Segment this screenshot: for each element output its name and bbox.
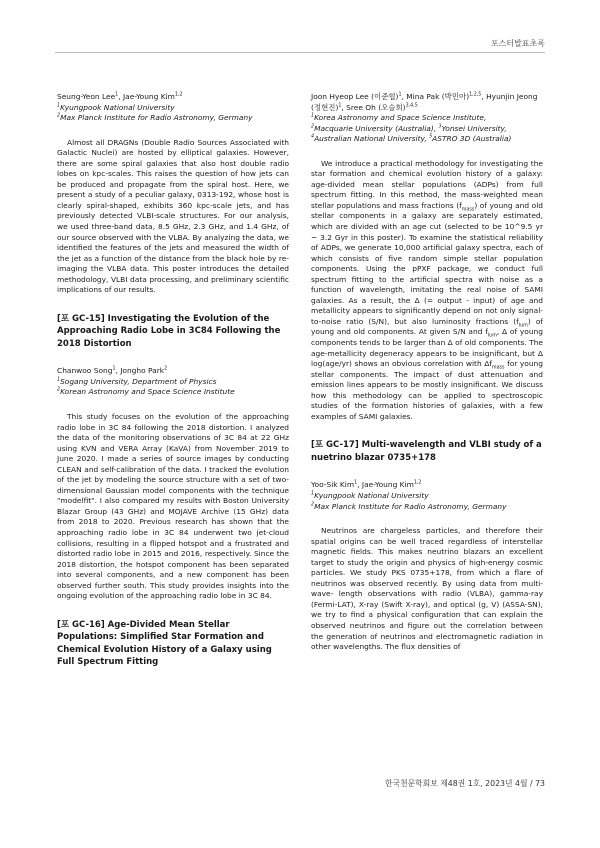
abstract-text: We introduce a practical methodology for investigating the star formation and chemical evolution history of a galaxy: age-divided mean stellar populations (ADPs) from full spectrum fitting. In this method, the mass-weighted mean stellar populations and mass fractions $(f_{mass})$ of young and old stellar components in a galaxy are separately estimated, which are divided with an age cut (selected to be 10^9.5 yr ~ 3.2 Gyr in this poster). To examine the statistical reliability of ADPs, we generate 10,000 artificial galaxy spectra, each of which consists of five random simple stellar population components. Using the pPXF package, we conduct full spectrum fitting to the artificial spectra with noise as a function of wavelength, imitating the real noise of SAMI galaxies. As a result, the Δ (= output - input) of age and metallicity appears to significantly depend on not only signal-to-noise ratio (S/N), but also luminosity fractions $(f_{lum})$ of young and old components. At given S/N and $f_{lum}$, Δ of young components tends to be larger than Δ of old components. The age-metallicity degeneracy appears to be insignificant, but Δ log(age/yr) shows an obvious correlation with $\Delta f_{mass}$ for young stellar components. The impact of dust attenuation and emission lines appears to be mostly insignificant. We discuss how this methodology can be applied to spectroscopic studies of the formation histories of galaxies, with a few examples of SAMI galaxies. bbox=[311, 158, 543, 421]
abstract-block-gc15 bbox=[57, 313, 289, 602]
affiliation: $^2$Max Planck Institute for Radio Astronomy, Germany bbox=[311, 501, 507, 511]
section-title: [포 GC-15] Investigating the Evolution of the Approaching Radio Lobe in 3C84 Following the 2018 Distortion bbox=[57, 313, 281, 349]
abstract-text: Neutrinos are chargeless particles, and therefore their spatial origins can be well traced regardless of interstellar magnetic fields. This makes neutrino blazars an excellent target to study the origin and physics of high-energy cosmic particles. We study PKS 0735+178, from which a flare of neutrinos was observed recently. By using data from multi-wave- length observations with radio (VLBA), gamma-ray (Fermi-LAT), X-ray (Swift X-ray), and optical (g, V) (ASSA-SN), we try to find a physical configuration that can explain the observed neutrinos and figure out the correlation between the generation of neutrinos and electromagnetic radiation in other wavelengths. The flux densities of bbox=[311, 526, 543, 652]
header-rule bbox=[55, 52, 545, 53]
section-title: [포 GC-16] Age-Divided Mean Stellar Populations: Simplified Star Formation and Chemical Evolution History of a Galaxy using Full Spectrum Fitting bbox=[57, 619, 272, 668]
abstract-text: Almost all DRAGNs (Double Radio Sources Associated with Galactic Nuclei) are hosted by elliptical galaxies. However, there are some spiral galaxies that also host double radio lobes on kpc-scales. This raises the question of how jets can be produced and propagate from the spiral host. Here, we present a study of a peculiar galaxy, 0313-192, whose host is clearly spiral-shaped, exhibits 360 kpc-scale jets, and has previously detected VLBI-scale structures. For our analysis, we used three-band data, 8.5 GHz, 2.3 GHz, and 1.4 GHz, of our source observed with the VLBA. By analyzing the data, we identified the features of the jets and measured the width of the jet as a function of the distance from the black hole by re-imaging the VLBA data. This poster introduces the detailed methodology, VLBI data processing, and preliminary scientific implications of our results. bbox=[57, 137, 289, 295]
page-footer: 한국천문학회보 제48권 1호, 2023년 4월 / 73 bbox=[385, 779, 545, 788]
section-header: 포스터발표초록 bbox=[490, 39, 545, 48]
affiliation: $^2$Korean Astronomy and Space Science Institute bbox=[57, 387, 235, 397]
abstract-block-gc17 bbox=[311, 439, 543, 652]
abstract-block-gc16 bbox=[57, 619, 289, 669]
section-title: [포 GC-17] Multi-wavelength and VLBI study of a nuetrino blazar 0735+178 bbox=[311, 440, 542, 463]
affiliation: $^1$Sogang University, Department of Physics bbox=[57, 376, 217, 386]
authors: Seung-Yeon Lee$^1$, Jae-Young Kim$^{1,2}$ bbox=[57, 92, 183, 101]
abstract-text: This study focuses on the evolution of the approaching radio lobe in 3C 84 following the 2018 distortion. I analyzed the data of the monitoring observations of 3C 84 at 22 GHz using KVN and VERA Array (KaVA) from November 2019 to June 2020. I made a series of source images by conducting CLEAN and self-calibration of the data. I tracked the evolution of the jet by modeling the source structure with a set of two-dimensional Gaussian model components with the technique "modelfit". I also compared my results with Boston University Blazar Group (43 GHz) and MOJAVE Archive (15 GHz) data from 2018 to 2020. Previous research has shown that the approaching radio lobe in 3C 84 underwent two jet-cloud collisions, resulting in a flipped hotspot and a frustrated and distorted radio lobe in 2015 and 2016, respectively. Since the 2018 distortion, the hotspot component has been separated into several components, and a new component has been observed further south. This study provides insights into the ongoing evolution of the approaching radio lobe in 3C 84. bbox=[57, 411, 289, 601]
abstract-block-1 bbox=[57, 92, 289, 296]
affiliation: $^1$Korea Astronomy and Space Science Institute, bbox=[311, 113, 487, 123]
authors: Chanwoo Song$^1$, Jongho Park$^2$ bbox=[57, 366, 168, 376]
affiliation: $^4$Australian National University, $^5$ASTRO 3D (Australia) bbox=[311, 134, 512, 144]
authors: Yoo-Sik Kim$^1$, Jae-Young Kim$^{1,2}$ bbox=[311, 480, 422, 490]
right-column bbox=[311, 92, 543, 653]
left-column bbox=[57, 92, 289, 685]
affiliation: $^1$Kyungpook National University bbox=[57, 102, 175, 112]
abstract-block-gc16-body bbox=[311, 92, 543, 422]
affiliation: $^2$Macquarie University (Australia), $^3$Yonsei University, bbox=[311, 123, 507, 133]
authors: Joon Hyeop Lee (이준협)$^1$, Mina Pak (박민아)$^{1,2,5}$, Hyunjin Jeong (정현진)$^1$, Sree Oh (오슬희)$^{3,4,5}$ bbox=[311, 92, 538, 112]
affiliation: $^1$Kyungpook National University bbox=[311, 490, 429, 500]
affiliation: $^2$Max Planck Institute for Radio Astronomy, Germany bbox=[57, 113, 253, 123]
